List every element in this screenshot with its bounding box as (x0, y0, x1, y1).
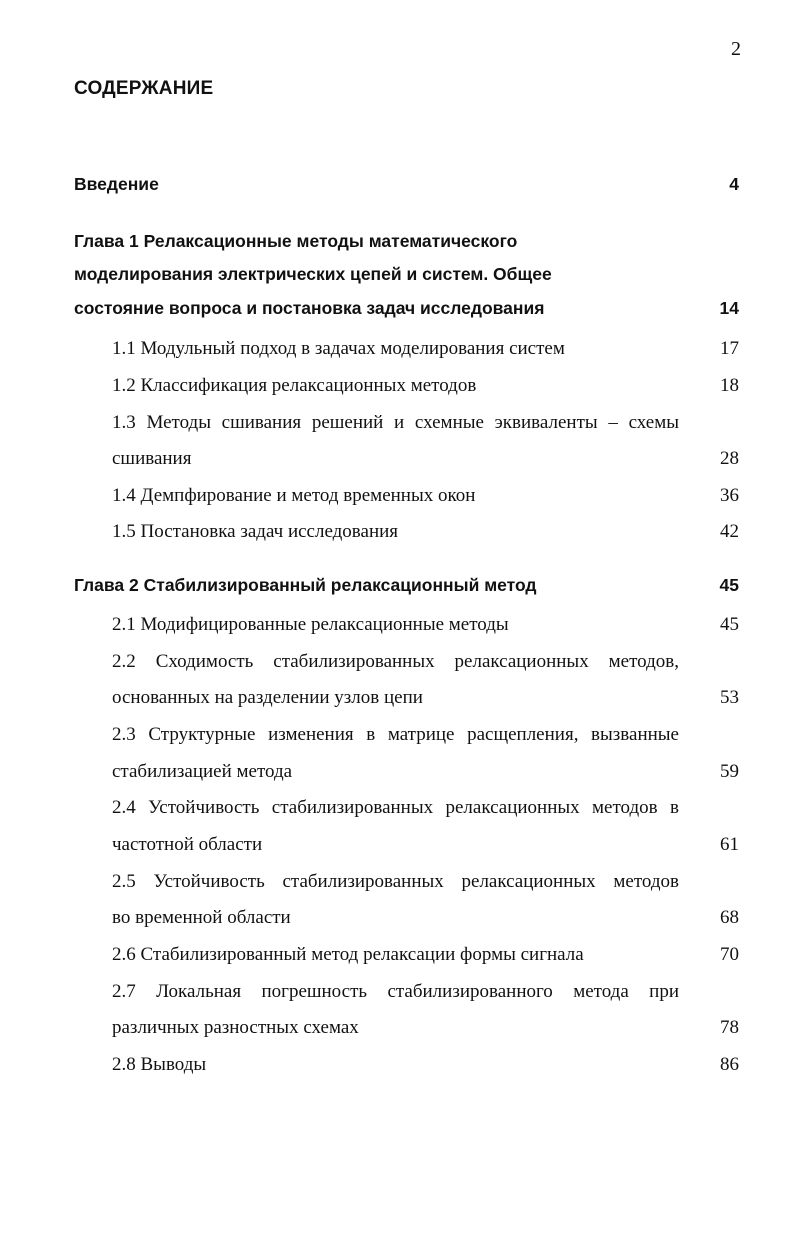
toc-section-2-7-page: 78 (720, 1017, 739, 1038)
toc-section-1-4: 1.4 Демпфирование и метод временных окон (112, 485, 476, 506)
toc-section-2-2-page: 53 (720, 687, 739, 708)
toc-section-2-3-line2: стабилизацией метода (112, 761, 293, 782)
toc-section-2-3-line1: 2.3 Структурные изменения в матрице расщепления, вызванные (112, 724, 679, 745)
toc-section-1-2-page: 18 (720, 375, 739, 396)
toc-section-2-7-line2: различных разностных схемах (112, 1017, 359, 1038)
toc-section-1-3-page: 28 (720, 448, 739, 469)
toc-section-2-4-line1: 2.4 Устойчивость стабилизированных релаксационных методов в (112, 797, 679, 818)
toc-section-2-4-page: 61 (720, 834, 739, 855)
toc-section-1-1-page: 17 (720, 338, 739, 359)
toc-section-2-8-page: 86 (720, 1054, 739, 1075)
toc-section-2-5-page: 68 (720, 907, 739, 928)
toc-section-2-1: 2.1 Модифицированные релаксационные методы (112, 614, 509, 635)
toc-section-1-5: 1.5 Постановка задач исследования (112, 521, 399, 542)
toc-intro-page: 4 (729, 174, 739, 194)
toc-section-2-2-line1: 2.2 Сходимость стабилизированных релаксационных методов, (112, 651, 679, 672)
toc-section-1-1: 1.1 Модульный подход в задачах моделирования систем (112, 338, 565, 359)
toc-section-1-3-line1: 1.3 Методы сшивания решений и схемные эквиваленты – схемы (112, 412, 679, 433)
toc-section-2-4-line2: частотной области (112, 834, 263, 855)
toc-section-2-6: 2.6 Стабилизированный метод релаксации формы сигнала (112, 944, 584, 965)
toc-chapter1-line3: состояние вопроса и постановка задач исследования (74, 298, 545, 318)
toc-section-1-3-line2: сшивания (112, 448, 192, 469)
toc-chapter2-page: 45 (719, 575, 739, 595)
toc-chapter1-page: 14 (719, 298, 739, 318)
toc-section-2-5-line1: 2.5 Устойчивость стабилизированных релаксационных методов (112, 871, 679, 892)
toc-section-2-6-page: 70 (720, 944, 739, 965)
toc-section-2-5-line2: во временной области (112, 907, 291, 928)
toc-section-2-7-line1: 2.7 Локальная погрешность стабилизированного метода при (112, 981, 679, 1002)
toc-section-2-3-page: 59 (720, 761, 739, 782)
page-number: 2 (731, 38, 741, 60)
toc-section-2-2-line2: основанных на разделении узлов цепи (112, 687, 423, 708)
toc-section-1-2: 1.2 Классификация релаксационных методов (112, 375, 477, 396)
toc-section-1-5-page: 42 (720, 521, 739, 542)
toc-section-2-8: 2.8 Выводы (112, 1054, 207, 1075)
toc-section-2-1-page: 45 (720, 614, 739, 635)
toc-intro-label: Введение (74, 174, 159, 194)
toc-chapter2-line1: Глава 2 Стабилизированный релаксационный метод (74, 575, 537, 595)
toc-chapter1-line2: моделирования электрических цепей и систем. Общее (74, 264, 552, 284)
toc-chapter1-line1: Глава 1 Релаксационные методы математического (74, 231, 518, 251)
toc-section-1-4-page: 36 (720, 485, 739, 506)
page-title: СОДЕРЖАНИЕ (74, 78, 214, 99)
